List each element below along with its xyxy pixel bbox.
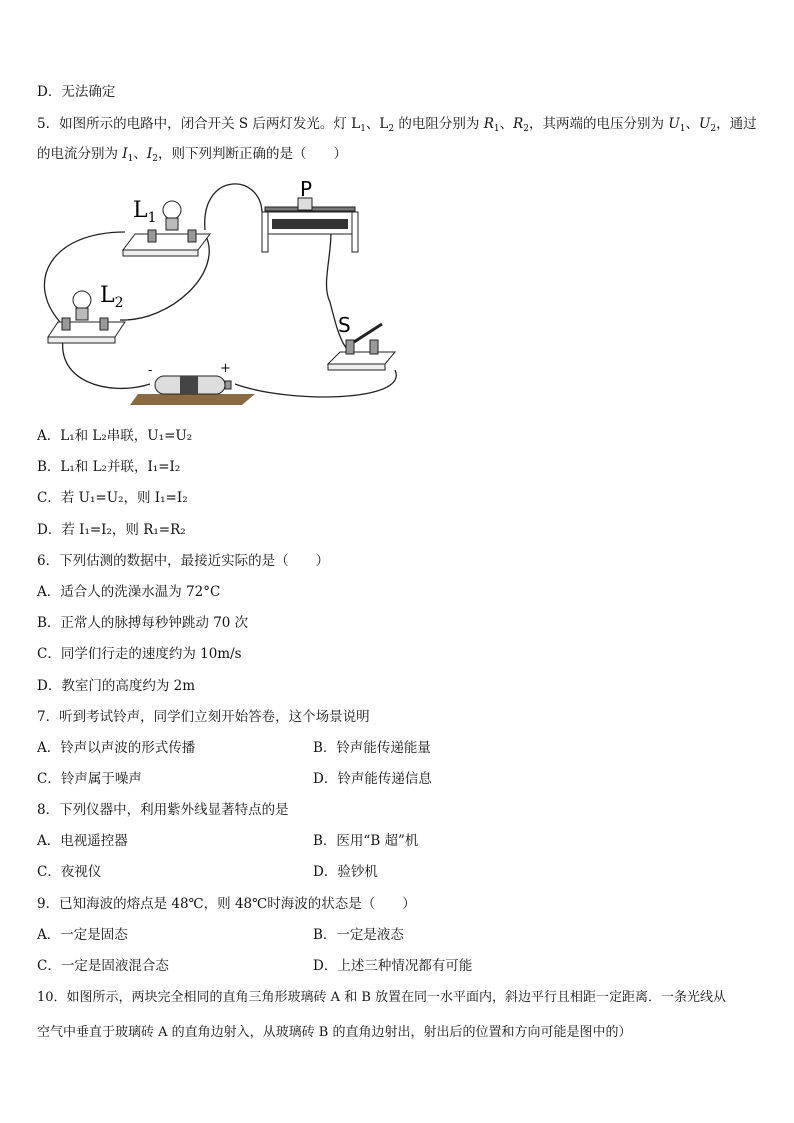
q6-option-b: B．正常人的脉搏每秒钟跳动 70 次 <box>37 615 249 631</box>
q6-option-d: D．教室门的高度约为 2m <box>37 678 196 694</box>
q8-option-d: D．验钞机 <box>313 864 378 880</box>
q7-option-b: B．铃声能传递能量 <box>313 740 431 756</box>
q4-option-d: D．无法确定 <box>37 84 116 100</box>
q5-stem-line-1: 5．如图所示的电路中，闭合开关 S 后两灯发光。灯 $L_1$、$L_2$ 的电阻分别为 $R_1$、$R_2$，其两端的电压分别为 $U_1$、$U_2$，通过 <box>37 116 757 134</box>
battery <box>130 376 255 405</box>
label-l1: $L_1$ <box>133 198 157 226</box>
q6-stem: 6．下列估测的数据中，最接近实际的是（ ） <box>37 553 330 569</box>
q5-option-a: A．L₁和 L₂串联，U₁=U₂ <box>37 428 193 444</box>
q10-stem-line-2: 空气中垂直于玻璃砖 A 的直角边射入，从玻璃砖 B 的直角边射出，射出后的位置和方向可能是图中的） <box>37 1025 632 1040</box>
q8-option-c: C．夜视仪 <box>37 864 102 880</box>
label-l2: $L_2$ <box>100 283 124 311</box>
q8-stem: 8．下列仪器中，利用紫外线显著特点的是 <box>37 802 289 818</box>
q9-option-d: D．上述三种情况都有可能 <box>313 958 473 974</box>
q7-option-d: D．铃声能传递信息 <box>313 771 432 787</box>
q8-option-a: A．电视遥控器 <box>37 833 128 849</box>
label-p: P <box>300 177 313 201</box>
q10-stem-line-1: 10．如图所示，两块完全相同的直角三角形玻璃砖 A 和 B 放置在同一水平面内，斜边平行且相距一定距离．一条光线从 <box>37 990 727 1005</box>
q7-stem: 7．听到考试铃声，同学们立刻开始答卷，这个场景说明 <box>37 709 370 725</box>
q6-option-a: A．适合人的洗澡水温为 72°C <box>37 584 221 600</box>
q5-option-c: C．若 U₁=U₂，则 I₁=I₂ <box>37 490 188 506</box>
q6-option-c: C．同学们行走的速度约为 10m/s <box>37 646 242 662</box>
battery-plus: + <box>220 361 231 376</box>
q5-option-d: D．若 I₁=I₂，则 R₁=R₂ <box>37 522 186 538</box>
q9-option-b: B．一定是液态 <box>313 927 404 943</box>
q9-stem: 9．已知海波的熔点是 48℃，则 48℃时海波的状态是（ ） <box>37 896 416 912</box>
q5-stem-line-2: 的电流分别为 $I_1$、$I_2$，则下列判断正确的是（ ） <box>37 146 347 164</box>
label-s: S <box>338 313 351 337</box>
rheostat <box>262 198 358 252</box>
q7-option-c: C．铃声属于噪声 <box>37 771 142 787</box>
q7-option-a: A．铃声以声波的形式传播 <box>37 740 196 756</box>
q9-option-c: C．一定是固液混合态 <box>37 958 169 974</box>
battery-minus: - <box>148 363 153 378</box>
circuit-diagram <box>30 172 410 407</box>
q5-option-b: B．L₁和 L₂并联，I₁=I₂ <box>37 459 181 475</box>
q8-option-b: B．医用“B 超”机 <box>313 833 419 849</box>
q9-option-a: A．一定是固态 <box>37 927 128 943</box>
